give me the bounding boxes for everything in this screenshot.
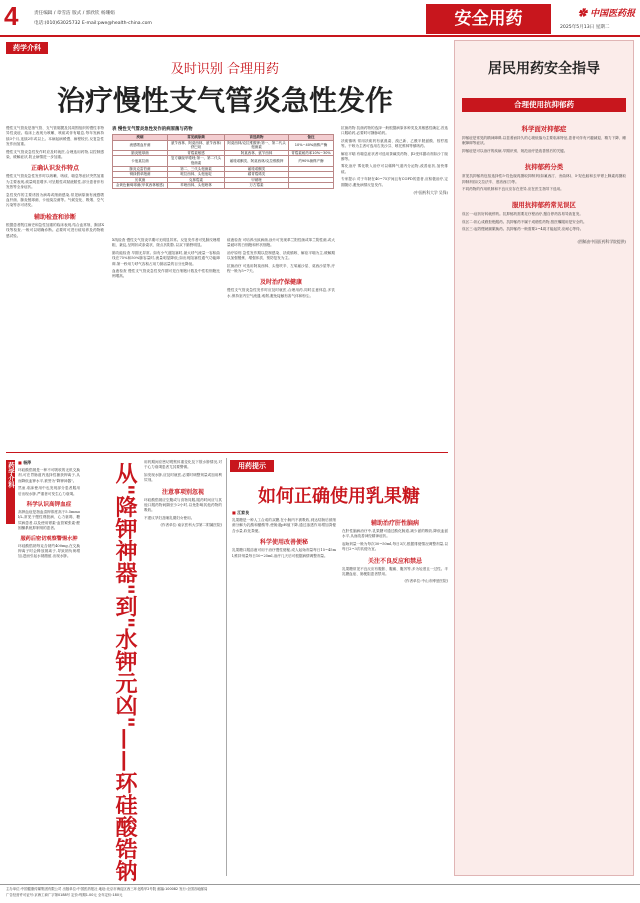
subheading: 及时治疗保健康 (259, 279, 302, 287)
paragraph: 不同药物的作用机制和不良反应存在差异,应在医生指导下选用。 (462, 187, 564, 192)
masthead-logo (578, 6, 635, 19)
paragraph: 慢性支气管炎急性发作时应及时就医,合理用药,同时注意休息,多饮水,保持室内空气流通,戒烟,避免接触有害气体和粉尘。 (227, 288, 335, 298)
table-cell: 第二、三代头孢菌素 (168, 166, 225, 172)
drug-table (112, 134, 334, 189)
table-cell: 金黄色葡萄球菌(甲氧西林敏感) (113, 183, 168, 189)
table-header: 备注 (289, 135, 334, 141)
issue-date: 2025年5月13日 星期二 (560, 25, 610, 30)
article1-col2 (112, 238, 220, 280)
subheading: 关注不良反应和禁忌 (367, 557, 422, 565)
table-cell: 甲硝唑 (225, 177, 289, 183)
subheading: 注意事项别忽视 (161, 488, 204, 496)
table-cell: 肺炎链球菌 (113, 150, 168, 156)
table-cell: 复方磺胺甲噁唑;第一、第二代头孢菌素 (168, 156, 225, 166)
table-cell: 氟喹诺酮类 (225, 166, 289, 172)
paragraph: 痰液检查 可培养出致病菌,涂片可发现革兰阳性菌或革兰阴性菌,或大量破坏的白细胞和杯状细胞。 (227, 238, 335, 248)
author-credit: (作者单位:南京医科大学第二附属医院) (160, 523, 222, 528)
table-caption: 表 慢性支气管炎急性发作的病原菌与药物 (112, 127, 193, 132)
sidebar-section-title: 抗抑郁药分类 (524, 163, 564, 172)
article2-col1 (18, 468, 80, 560)
table-cell: 氟喹诺酮类、阿莫西林/克拉维酸钾 (225, 156, 289, 166)
paragraph: 乳果糖常见不良反应有腹胀、腹痛、腹泻等,多为轻度且一过性。半乳糖血症、肠梗阻患者禁用。 (342, 566, 448, 577)
paragraph: 抑郁症是常见的精神障碍,以显著而持久的心境低落为主要临床特征,患者可伴有兴趣减退、精力下降、睡眠障碍等症状。 (462, 136, 627, 146)
article1-kicker: 及时识别 合理用药 (170, 62, 280, 77)
paragraph: 常见抗抑郁药包括选择性5-羟色胺再摄取抑制剂(如氟西汀、舍曲林)、5-羟色胺和去甲肾上腺素再摄取抑制剂(如文拉法辛、度洛西汀)等。 (462, 174, 626, 184)
table-cell: 青霉素敏感 (168, 150, 225, 156)
contact-line: 电话:(010)63025732 E-mail:pwe@health-china.com (34, 21, 152, 26)
masthead-text: 中国医药报 (590, 9, 636, 19)
table-cell: 流感嗜血杆菌 (113, 140, 168, 150)
table-cell: 阿莫西林/克拉维酸钾;第一、第二代头孢菌素 (225, 140, 289, 150)
column-divider (226, 458, 227, 876)
paragraph: 雾化治疗 雾化吸入治疗可以稀释气道内分泌物,改善症状,加快排痰。 (341, 164, 448, 174)
subheading: 正确认识发作特点 (30, 165, 79, 173)
table-cell: 青霉素耐药率10%~30% (289, 150, 334, 156)
table-cell: 卡他莫拉菌 (113, 156, 168, 166)
paragraph: X线检查 慢性支气管炎早期可无明显异常。反复发作者可见肺纹理增粗、紊乱,呈网状或条索状、斑点状阴影,以双下肺野明显。 (112, 238, 220, 248)
sidebar-section-title: 服用抗抑郁药常见误区 (512, 201, 576, 210)
table-cell (289, 183, 334, 189)
editor-line: 责任编辑 / 章雪洁 版式 / 郭欣钦 杨珊娟 (34, 11, 115, 16)
article3-headline: 如何正确使用乳果糖 (258, 486, 420, 507)
section-title: 安全用药 (454, 9, 523, 29)
article2-col2 (144, 460, 222, 528)
paragraph: 抗菌治疗 可选用阿莫西林、头孢呋辛、左氧氟沙星、莫西沙星等,疗程一般为5~7天。 (227, 263, 335, 274)
article3-col2 (342, 518, 448, 584)
article2-vertical-headline: 从"降钾神器"到"水钾元凶"——环硅酸锆钠 (112, 462, 138, 882)
paragraph: 误区一:症状好转就停药。抗抑郁药需要足疗程治疗,擅自停药容易导致复发。 (462, 212, 583, 217)
paragraph: 乳果糖口服溶液可用于治疗慢性便秘,成人起始剂量每日15~45ml,维持剂量每日10~25ml,治疗几天后可根据病情调整剂量。 (232, 548, 336, 558)
page-number: 4 (4, 1, 19, 31)
paragraph: 起始剂量一般为每次30~50ml,每日3次,根据排便情况调整剂量,以每日2~3次软便为宜。 (342, 541, 448, 552)
table-header: 疾病 (113, 135, 168, 141)
article1-col3 (227, 238, 335, 299)
paragraph: 环硅酸锆钠是一种不可吸收的无机交换剂,可在胃肠道内选择性捕获钾离子,从而降低血钾水平,被誉为"降钾神器"。 (18, 468, 80, 483)
author-name: 杨萍 (23, 460, 32, 465)
paragraph: 如发现水肿,应及时就医,必要时调整剂量或加用利尿剂。 (144, 472, 222, 483)
footer-line1: 主办单位:中国健康传媒集团有限公司 出版单位:中国医药报社 地址:北京市海淀区西三环北路甲2号院 邮编:100082 发行:全国各地邮局 (6, 887, 208, 891)
sidebar-subtitle: 合理使用抗抑郁药 (514, 100, 574, 109)
paragraph: 根据患者既往病史和急性加重的临床表现,结合血常规、胸部X线等检查,一般可以明确诊断。必要时可进行痰培养及药物敏感试验。 (6, 222, 104, 238)
paragraph: 误区三:起效慢就频繁换药。抗抑郁药一般需要2~4周才能起效,应耐心等待。 (462, 227, 584, 232)
paragraph: 抗菌药物 抗菌药物的选择一般根据病原体种类及其敏感性确定,首选口服给药,必要时可静脉给药。 (341, 126, 448, 136)
table-header: 首选药物 (225, 135, 289, 141)
table-row (113, 156, 334, 166)
drug-table-box (112, 126, 334, 189)
paragraph: 肺功能检查 早期无异常。如有小气道阻塞时,最大呼气流量一容积曲线在75%和50%肺容量时,流量明显降低;如出现阻塞性通气功能障碍,第一秒用力呼气容积占用力肺活量的百分比降低。 (112, 250, 220, 266)
paragraph: 治疗原则 急性发作期以控制感染、祛痰镇咳、解痉平喘为主,缓解期以加强锻炼、增强体质、预防复发为主。 (227, 250, 335, 261)
page-header (0, 0, 640, 36)
author-marker-icon: ■ (18, 460, 22, 465)
paragraph: 高钾血症是指血清钾浓度高于5.5mmol/L,常见于慢性肾脏病、心力衰竭、糖尿病患者,以及使用肾素-血管紧张素-醛固酮系统抑制剂的患者。 (18, 510, 80, 531)
author-marker-icon: ■ (232, 510, 236, 515)
footer-line2: 广告经营许可证号:京海工商广字第0188号 定价:每期1.00元 全年定价:180元 (6, 893, 123, 897)
table-header: 常见病原菌 (168, 135, 225, 141)
table-cell: 哌拉西林、头孢他啶 (168, 172, 225, 178)
table-cell: 碳青霉烯类 (225, 172, 289, 178)
paragraph: 在肝性脑病治疗中,乳果糖可通过酸化肠道,减少氨的吸收,降低血氨水平,从而改善神经精神症状。 (342, 529, 448, 539)
article2-author (18, 460, 31, 466)
author-credit: (作者单位:中山市博爱医院) (404, 579, 448, 584)
subheading: 辅助检查和诊断 (33, 213, 76, 221)
article1-col1 (6, 126, 104, 239)
table-cell: 阿莫西林、氨苄西林 (225, 150, 289, 156)
article3-label: 用药提示 (238, 462, 266, 470)
table-row (113, 183, 334, 189)
subheading: 科学认识高钾血症 (26, 502, 72, 509)
sidebar-section-title: 科学面对抑郁症 (521, 125, 567, 133)
table-cell: 氨苄西林、阿莫西林、氨苄西林/舒巴坦 (168, 140, 225, 150)
table-cell: 约90%菌株产酶 (289, 156, 334, 166)
sidebar-content (462, 124, 626, 245)
paragraph: 乳果糖是一种人工合成的双糖,在小肠内不被吸收,到达结肠后被细菌分解为乳酸和醋酸等,使肠道pH值下降,通过渗透作用增加粪便含水量,软化粪便。 (232, 518, 336, 533)
author-name: 江家良 (237, 510, 250, 515)
column-bar-label: 药学介科 (13, 44, 41, 52)
article1-headline: 治疗慢性支气管炎急性发作 (56, 84, 393, 117)
article1-col4 (341, 126, 448, 196)
paragraph: 专家提示 对于年龄在40~75岁间且有COPD的患者,应积极治疗,定期随访,避免病情反复发作。 (341, 177, 448, 187)
paragraph: 慢性支气管炎急性发作时以咳嗽、咳痰、喘息等症状突然加重为主要表现,痰量明显增多,可呈脓性或黏液脓性,部分患者伴有发热等全身症状。 (6, 174, 104, 190)
article2-side-label: 药学介科 (7, 462, 15, 488)
article3-col1 (232, 518, 336, 559)
paragraph: 不建议孕妇及哺乳期妇女使用。 (144, 515, 195, 520)
table-cell: 厌氧菌 (113, 177, 168, 183)
subheading: 辅助治疗肝性脑病 (370, 520, 419, 527)
paragraph: 慢性支气管炎是指气管、支气管黏膜及其周围组织的慢性非特异性炎症。临床上表现为咳嗽、咳痰或伴有喘息,每年发病持续3个月,连续2年或以上。本病起病缓慢、病程较长,反复急性发作而加重。 (6, 126, 104, 147)
table-cell: 10%~40%菌株产酶 (289, 140, 334, 150)
table-cell: 肺炎克雷伯菌 (113, 166, 168, 172)
table-cell: 铜绿假单胞菌 (113, 172, 168, 178)
paragraph: 急性发作的主要诱因为病毒或细菌感染,常见病原菌有流感嗜血杆菌、肺炎链球菌、卡他莫拉菌等。气候变化、吸烟、空气污染等亦可诱发。 (6, 192, 104, 208)
article3-author (232, 510, 249, 516)
subheading: 科学使用改善便秘 (259, 539, 308, 547)
paragraph: 误区二:担心成瘾拒绝服药。抗抑郁药不属于成瘾性药物,按医嘱服用是安全的。 (462, 219, 587, 224)
paragraph: 然而,临床使用中也发现部分患者服用后出现水肿,严重者可发生心力衰竭。 (18, 486, 80, 496)
sidebar-title: 居民用药安全指导 (488, 61, 600, 77)
paragraph: 用药期间应密切观察体重变化及下肢水肿情况,对于心力衰竭患者尤其要警惕。 (144, 460, 222, 470)
table-cell: 苯唑西林、头孢唑林 (168, 183, 225, 189)
masthead-mark-icon: ✿ (578, 9, 588, 19)
header-rule (0, 35, 640, 37)
table-row (113, 140, 334, 150)
paragraph: 慢性支气管炎急性发作时应及时就医,合理选用药物,以控制感染、缓解症状,防止病情进一步加重。 (6, 149, 104, 160)
paragraph: 祛痰镇咳 常用祛痰药有氨溴索、溴己新、乙酰半胱氨酸、桉柠蒎等。干咳为主者可选用右美沙芬、喷托维林等镇咳药。 (341, 138, 448, 149)
paragraph: 抑郁症是可以治疗的疾病,早期识别、规范治疗是改善预后的关键。 (462, 148, 568, 153)
footer-rule (0, 884, 640, 885)
paragraph: 环硅酸锆钠每克含钠约400mg,在交换钾离子时会释放钠离子,导致钠负荷增加,进而引起水钠潴留,出现水肿。 (18, 543, 80, 559)
sidebar-footnote: (图稿由中国医药科学院提供) (577, 238, 626, 244)
table-cell: 克林霉素 (168, 177, 225, 183)
paragraph: 血液检查 慢性支气管炎急性发作期可见白细胞计数及中性粒细胞比例增高。 (112, 269, 220, 279)
author-credit: (中国药科大学 吴锋) (413, 190, 448, 196)
table-cell: 万古霉素 (225, 183, 289, 189)
section-divider (6, 452, 448, 453)
subheading: 服药后密切观察警惕水肿 (20, 535, 78, 542)
paragraph: 解痉平喘 有喘息症状者可选用茶碱类药物、β2受体激动剂如沙丁胺醇等。 (341, 151, 448, 162)
paragraph: 环硅酸锆钠应空腹或与食物同服,服药时间应与其他口服药物间隔至少2小时,以免影响其他药物的吸收。 (144, 497, 222, 513)
